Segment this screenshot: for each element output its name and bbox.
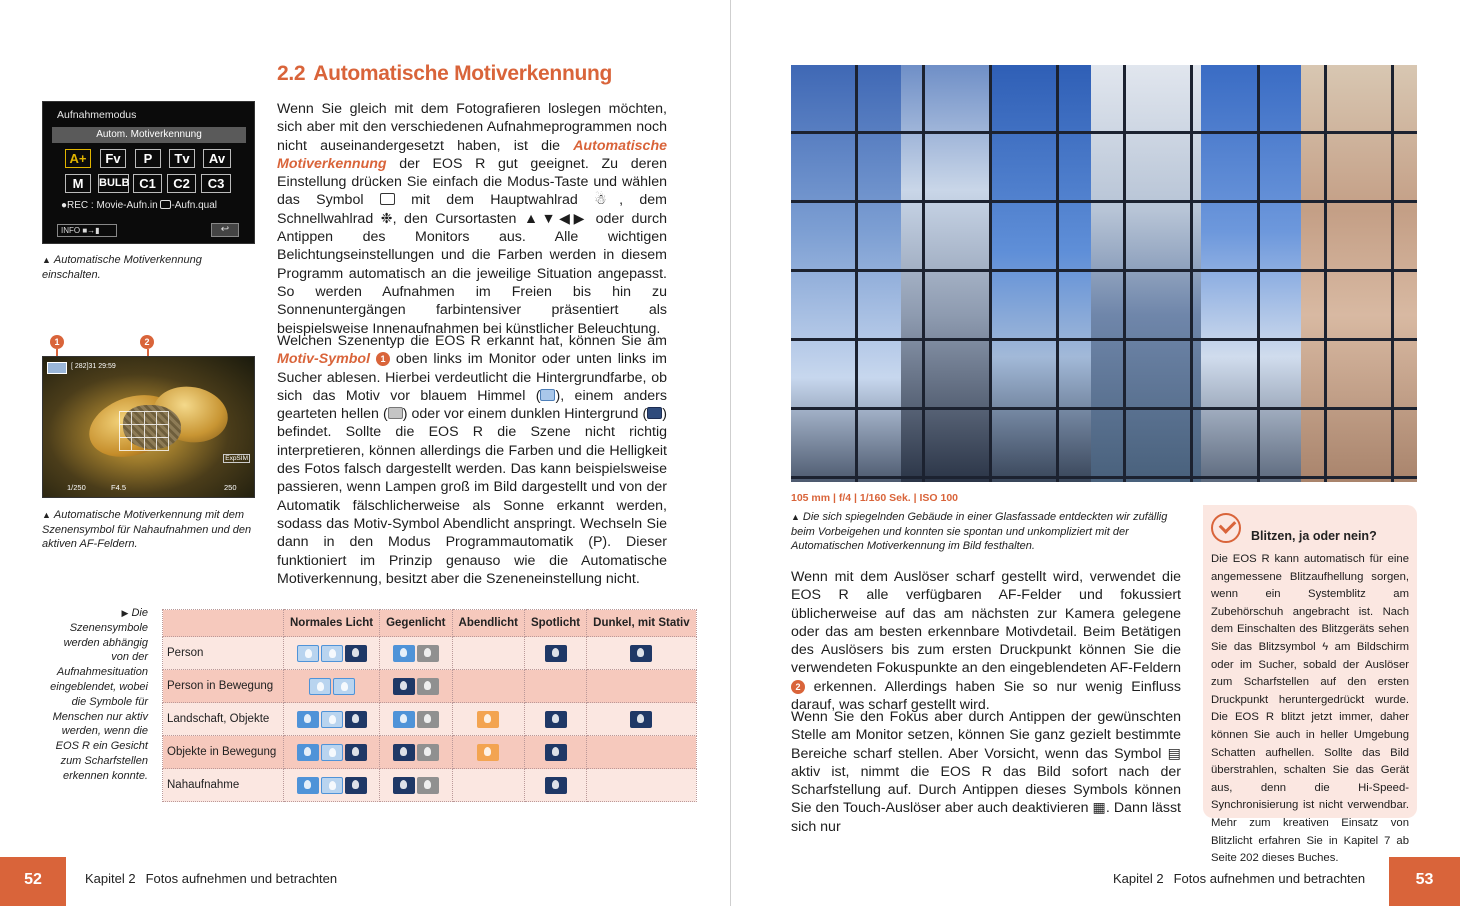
text-run: aktiv ist, nimmt die EOS R das Bild sofort nach der Scharfstellung auf. Durch Antippen dieses Symbols können Sie den Touch-Auslöser aber auch deaktivieren: [791, 763, 1181, 817]
scene-detection-screen: [42, 356, 255, 498]
cursor-keys-icon: ▲▼◀▶: [523, 210, 589, 227]
caption-arrow-icon: ▲: [42, 255, 51, 265]
mode-button-c3[interactable]: C3: [201, 174, 231, 193]
text-run: Welchen Szenentyp die EOS R erkannt hat, können Sie am: [277, 333, 667, 349]
moving-object-backlight-2-icon: [417, 744, 439, 761]
marker-1: 1: [376, 352, 390, 366]
cell-icons: [524, 703, 586, 736]
cell-empty: [587, 769, 697, 802]
cell-empty: [587, 670, 697, 703]
scene-top-readout: [ 282]31 29:59: [71, 363, 116, 370]
camera-menu-title: Aufnahmemodus: [57, 109, 137, 121]
spotlight-icon: [545, 744, 567, 761]
cell-icons: [284, 703, 380, 736]
marker-2: 2: [791, 680, 805, 694]
mode-button-auto[interactable]: A+: [65, 149, 91, 168]
cell-icons: [380, 670, 452, 703]
footer-right: [1113, 871, 1375, 886]
cell-icons: [452, 703, 524, 736]
touch-shutter-off-icon: ▦: [1092, 800, 1106, 817]
touch-shutter-on-icon: ▤: [1167, 745, 1181, 762]
person-night-icon: [630, 645, 652, 662]
text-run: , den Cursortasten: [392, 210, 524, 227]
moving-object-backlight-icon: [393, 744, 415, 761]
person-sky-icon: [297, 645, 319, 662]
info-box-title: Blitzen, ja oder nein?: [1251, 529, 1377, 543]
landscape-backlight-icon: [417, 711, 439, 728]
paragraph-touch-focus: [791, 708, 1181, 836]
term-scene-symbol: Motiv-Symbol: [277, 351, 371, 368]
paragraph-af-fields: [791, 568, 1181, 714]
info-label: INFO: [61, 226, 81, 235]
header-evening-light: Abendlicht: [452, 610, 524, 637]
moving-object-bright-icon: [321, 744, 343, 761]
moving-person-bright-icon: [333, 678, 355, 695]
sunset-icon: [477, 744, 499, 761]
text-run: . Dann lässt sich nur: [791, 800, 1181, 835]
text-run: , dem Schnellwahlrad: [277, 192, 667, 227]
caption-camera-menu: [42, 253, 242, 282]
person-backlight-icon: [417, 645, 439, 662]
table-row: [163, 637, 697, 670]
footer-chapter: Kapitel 2: [1113, 871, 1164, 886]
text-run: Wenn Sie den Fokus aber durch Antippen der gewünschten Stelle am Monitor setzen, können Sie ganz gezielt bestimmte Bereiche scharf stellen. Aber Vorsicht, wenn das Symbol: [791, 709, 1181, 762]
caption-scene-screen: [42, 508, 260, 552]
person-spotlight-icon: [545, 645, 567, 662]
mode-button-tv[interactable]: Tv: [169, 149, 195, 168]
section-number: 2.2: [277, 62, 306, 85]
mode-button-bulb[interactable]: BULB: [98, 174, 129, 193]
header-normal-light: Normales Licht: [284, 610, 380, 637]
mode-button-c1[interactable]: C1: [133, 174, 162, 193]
cell-icons: [380, 736, 452, 769]
header-backlight: Gegenlicht: [380, 610, 452, 637]
quick-control-dial-icon: ❉: [380, 210, 393, 227]
text-run: ), einem anders gearteten hellen (: [277, 387, 667, 423]
text-run: mit dem Hauptwahlrad: [394, 192, 595, 209]
cell-empty: [452, 637, 524, 670]
caption-text: Die sich spiegelnden Gebäude in einer Glasfassade entdeckten wir zufällig beim Vorbeigehen und konnten sie spontan und unkompliziert mit der Automatischen Motiverkennung im Bild festhalten.: [791, 511, 1168, 552]
cell-icons: [524, 637, 586, 670]
row-label-objects-moving: Objekte in Bewegung: [163, 736, 284, 769]
closeup-backlight-2-icon: [417, 777, 439, 794]
exposure-sim-badge: ExpSIM: [225, 455, 248, 462]
landscape-dark-icon: [345, 711, 367, 728]
section-title-text: Automatische Motiverkennung: [313, 62, 613, 85]
table-caption: [48, 606, 148, 784]
caption-text: Automatische Motiverkennung einschalten.: [42, 254, 202, 281]
text-run: oder durch Antippen des Monitors aus. Alle wichtigen Belichtungseinstellungen und die Farben werden in diesem Programm automatisch an die jeweilige Situation angepasst. So werden Aufnahmen im Freien bis hin zu Sonnenuntergängen farbintensiver präsentiert als beispielsweise Innenaufnahmen bei künstlicher Beleuchtung.: [277, 210, 667, 337]
scene-intelligent-auto-icon: [380, 193, 395, 205]
text-run: der EOS R gut geeignet. Zu deren Einstellung drücken Sie einfach die Modus-Taste und wählen das Symbol: [277, 155, 667, 209]
closeup-spotlight-icon: [545, 777, 567, 794]
landscape-bright-icon: [321, 711, 343, 728]
cell-icons: [452, 736, 524, 769]
closeup-scene-icon: [47, 362, 67, 374]
text-run: ) oder vor einem dunklen Hintergrund (: [402, 406, 648, 423]
caption-text: Automatische Motiverkennung mit dem Szenensymbol für Nahaufnahmen und den aktiven AF-Feldern.: [42, 509, 252, 550]
paragraph-scene-type: [277, 332, 667, 588]
landscape-sky-icon: [297, 711, 319, 728]
camera-menu-selected-mode: Autom. Motiverkennung: [52, 127, 246, 143]
caption-photo: [791, 510, 1171, 554]
sunset-icon: [477, 711, 499, 728]
camera-mode-menu-screen: [42, 101, 255, 244]
dark-background-icon: [647, 407, 662, 419]
cell-icons: [587, 703, 697, 736]
camera-movie-icon: ■→▮: [82, 226, 100, 235]
blue-sky-background-icon: [540, 389, 555, 401]
moving-person-backlight-icon: [393, 678, 415, 695]
mode-button-m[interactable]: M: [65, 174, 91, 193]
row-label-person: Person: [163, 637, 284, 670]
text-run: ) befindet. Sollte die EOS R die Szene nicht richtig interpretieren, können allerdings die Farben und die Helligkeit des Fotos falsch dargestellt werden. Das kann beispielsweise passieren, wenn Lampen groß im Bild dargestellt und von der Automatik fälschlicherweise als Sonne erkannt werden, sodass das Motiv-Symbol Abendlicht anspringt. Wechseln Sie dann in den Modus Programmautomatik (P). Dieser funktioniert im Prinzip genauso wie die Automatische Motiverkennung, besitzt aber die Szeneneinstellung nicht.: [277, 406, 667, 587]
section-title: [277, 62, 612, 86]
cell-icons: [380, 637, 452, 670]
person-dark-icon: [345, 645, 367, 662]
row-label-closeup: Nahaufnahme: [163, 769, 284, 802]
page-number-left: 52: [0, 857, 66, 906]
cell-icons: [524, 769, 586, 802]
term-auto-scene: Automatische Motiverkennung: [277, 137, 667, 172]
cell-empty: [452, 769, 524, 802]
af-points-grid: [119, 411, 169, 451]
scene-symbols-table: [162, 609, 697, 802]
page-number-right: 53: [1389, 857, 1460, 906]
table-row: [163, 703, 697, 736]
header-dark-tripod: Dunkel, mit Stativ: [587, 610, 697, 637]
mode-button-c2[interactable]: C2: [167, 174, 196, 193]
info-box-text: Die EOS R kann automatisch für eine angemessene Blitzaufhellung sorgen, wenn ein Systemblitz am Zubehörschuh angebracht ist. Nach dem Einschalten des Blitzgeräts sehen Sie das Blitzsymbol ϟ am Bildschirm oder im Sucher, sobald der Auslöser zum Scharfstellen auf den ersten Druckpunkt heruntergedrückt wurde. Die EOS R blitzt jetzt immer, daher können Sie auch in heller Umgebung Schatten aufhellen. Sollte das Bild überstrahlen, schalten Sie das Gerät aus, denn die Hi-Speed-Synchronisierung ist nicht verwendbar. Mehr zum kreativen Einsatz von Blitzlicht erfahren Sie in Kapitel 7 ab Seite 202 dieses Buches.: [1211, 553, 1409, 865]
cell-icons: [380, 703, 452, 736]
rec-text-2: -Aufn.qual: [171, 200, 218, 211]
header-spotlight: Spotlicht: [524, 610, 586, 637]
cell-icons: [284, 769, 380, 802]
footer-left: [85, 871, 347, 886]
landscape-backlight-sky-icon: [393, 711, 415, 728]
moving-person-sky-icon: [309, 678, 331, 695]
night-moon-icon: [630, 711, 652, 728]
moving-object-dark-icon: [345, 744, 367, 761]
cell-icons: [380, 769, 452, 802]
shutter-readout: 1/250: [67, 483, 86, 492]
cell-empty: [524, 670, 586, 703]
photo-exif: 105 mm | f/4 | 1/160 Sek. | ISO 100: [791, 492, 958, 504]
bright-background-icon: [388, 407, 403, 419]
text-run: oben links im Monitor oder unten links im Sucher ablesen. Hierbei verdeutlicht die Hintergrundfarbe, ob sich das Motiv vor blauem Himmel (: [277, 351, 667, 404]
table-row: [163, 736, 697, 769]
row-label-landscape: Landschaft, Objekte: [163, 703, 284, 736]
header-empty: [163, 610, 284, 637]
callout-2: 2: [140, 335, 154, 349]
camera-movie-rec-line: [61, 200, 217, 211]
table-caption-text: Die Szenensymbole werden abhängig von der Aufnahmesituation eingeblendet, wobei die Symbole für Menschen nur aktiv werden, wenn die EOS R ein Gesicht zum Scharfstellen erkennen konnte.: [50, 607, 148, 782]
cell-icons: [284, 637, 380, 670]
mode-button-fv[interactable]: Fv: [100, 149, 126, 168]
cell-icons: [284, 736, 380, 769]
facade-window-grid: [791, 65, 1417, 482]
moving-object-sky-icon: [297, 744, 319, 761]
iso-readout: 250: [224, 483, 237, 492]
cell-empty: [587, 736, 697, 769]
caption-arrow-icon: ▶: [121, 608, 129, 618]
rec-text: ●REC : Movie-Aufn.in: [61, 200, 158, 211]
moving-person-backlight-2-icon: [417, 678, 439, 695]
mode-button-av[interactable]: Av: [203, 149, 231, 168]
info-box-flash: [1203, 505, 1417, 865]
footer-chapter-title: Fotos aufnehmen und betrachten: [1173, 871, 1366, 886]
person-bright-icon: [321, 645, 343, 662]
cell-empty: [452, 670, 524, 703]
closeup-sky-icon: [297, 777, 319, 794]
footer-chapter: Kapitel 2: [85, 871, 136, 886]
footer-chapter-title: Fotos aufnehmen und betrachten: [145, 871, 338, 886]
table-row: [163, 670, 697, 703]
check-circle-icon: [1211, 513, 1241, 543]
closeup-dark-icon: [345, 777, 367, 794]
cell-icons: [587, 637, 697, 670]
cell-icons: [524, 736, 586, 769]
camera-info-button[interactable]: [57, 224, 117, 237]
closeup-backlight-icon: [393, 777, 415, 794]
caption-arrow-icon: ▲: [791, 512, 800, 522]
auto-mode-small-icon: [160, 200, 171, 209]
cell-icons: [284, 670, 380, 703]
callout-1: 1: [50, 335, 64, 349]
book-spine: [730, 0, 731, 906]
camera-back-button[interactable]: ↩: [211, 223, 239, 237]
text-run: Wenn Sie gleich mit dem Fotografieren loslegen möchten, sich aber mit den verschiedenen Aufnahmeprogrammen noch nicht auseinandergesetzt haben, ist die: [277, 101, 667, 154]
paragraph-auto-scene-intro: [277, 100, 667, 338]
aperture-readout: F4.5: [111, 483, 127, 492]
row-label-person-moving: Person in Bewegung: [163, 670, 284, 703]
main-dial-icon: ☃: [594, 192, 620, 209]
spotlight-icon: [545, 711, 567, 728]
glass-facade-photo: [791, 65, 1417, 482]
caption-arrow-icon: ▲: [42, 510, 51, 520]
text-run: Wenn mit dem Auslöser scharf gestellt wird, verwendet die EOS R alle verfügbaren AF-Felder und fokussiert üblicherweise auf das am nächsten zur Kamera gelegene oder das am besten erkennbare Motivdetail. Beim Betätigen des Auslösers bis zum ersten Druckpunkt können Sie die verwendeten Fokuspunkte an den eingeblendeten AF-Feldern: [791, 569, 1181, 677]
table-row: [163, 769, 697, 802]
mode-button-p[interactable]: P: [135, 149, 161, 168]
table-header-row: [163, 610, 697, 637]
text-run: erkennen. Allerdings haben Sie so nur wenig Einfluss darauf, was scharf gestellt wird.: [791, 678, 1181, 714]
closeup-bright-icon: [321, 777, 343, 794]
person-backlight-sky-icon: [393, 645, 415, 662]
